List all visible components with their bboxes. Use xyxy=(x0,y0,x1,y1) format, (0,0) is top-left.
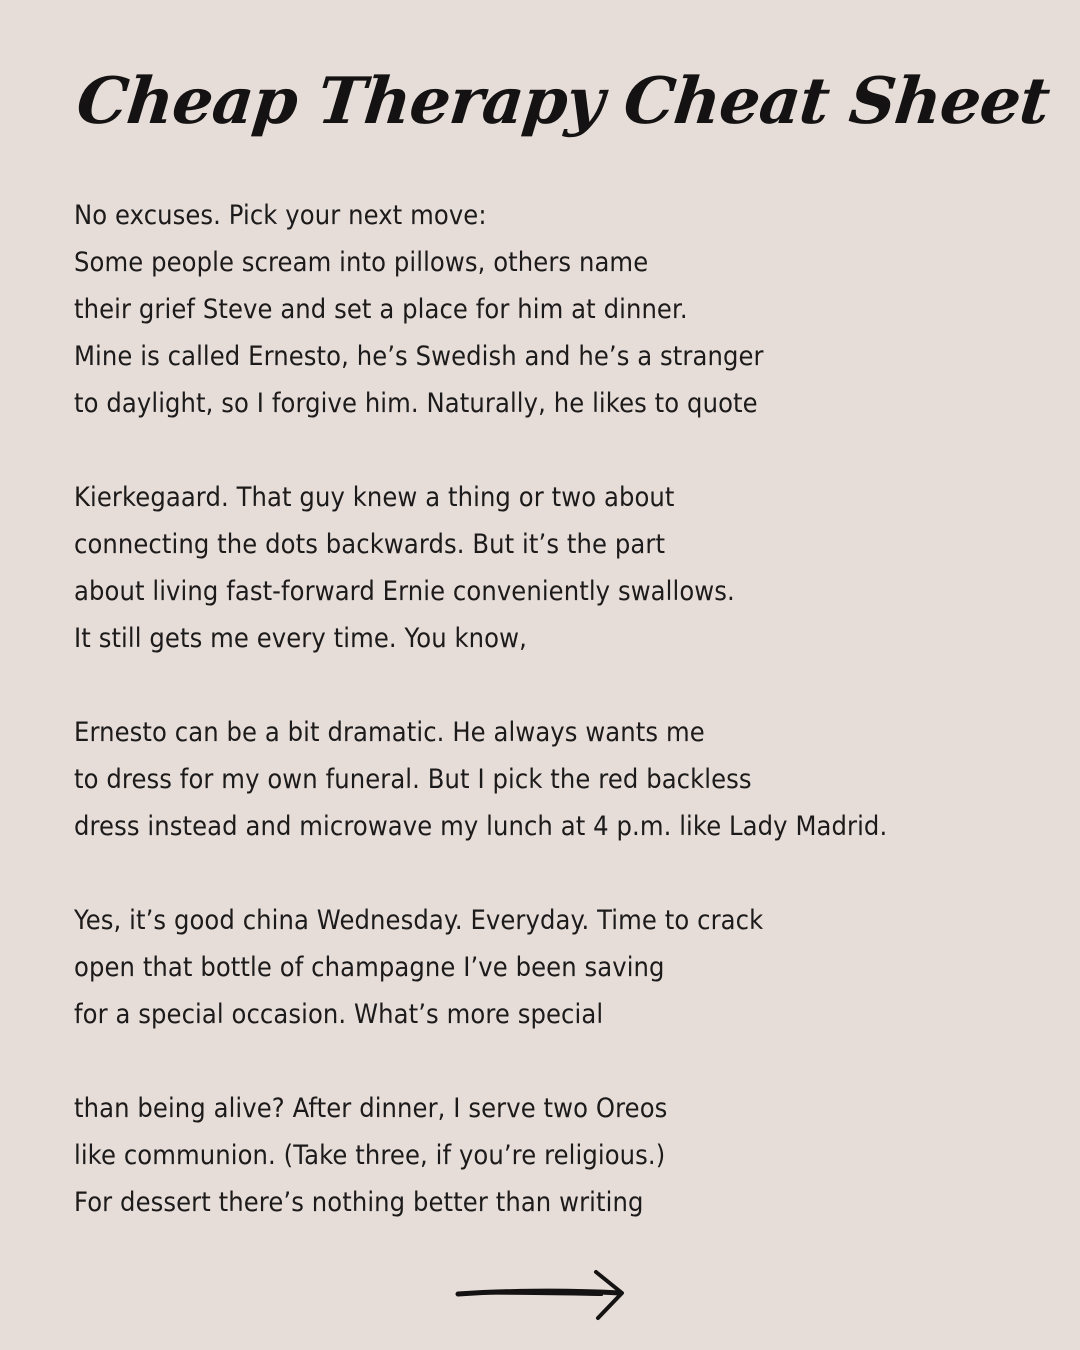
poem-line: Yes, it’s good china Wednesday. Everyday. Time to crack xyxy=(74,905,764,936)
poem-line: Ernesto can be a bit dramatic. He always wants me xyxy=(74,717,705,748)
poem-line: to dress for my own funeral. But I pick the red backless xyxy=(74,764,752,795)
right-arrow-icon[interactable] xyxy=(452,1264,632,1328)
page-title: Cheap Therapy Cheat Sheet xyxy=(73,64,1053,139)
poem-line: connecting the dots backwards. But it’s the part xyxy=(74,529,666,560)
poem-line: than being alive? After dinner, I serve two Oreos xyxy=(74,1093,668,1124)
stanza-5 xyxy=(74,1085,1034,1226)
poem-line: It still gets me every time. You know, xyxy=(74,623,527,654)
stanza-1 xyxy=(74,192,1034,427)
poem-line: to daylight, so I forgive him. Naturally, he likes to quote xyxy=(74,388,758,419)
poem-line: for a special occasion. What’s more special xyxy=(74,999,604,1030)
poem-line: For dessert there’s nothing better than writing xyxy=(74,1187,644,1218)
stanza-3 xyxy=(74,709,1034,850)
poem-line: Some people scream into pillows, others name xyxy=(74,247,649,278)
stanza-2 xyxy=(74,474,1034,662)
poem-line: dress instead and microwave my lunch at 4 p.m. like Lady Madrid. xyxy=(74,811,888,842)
poem-line: Mine is called Ernesto, he’s Swedish and he’s a stranger xyxy=(74,341,764,372)
poem-body xyxy=(74,192,1034,1273)
poem-line: open that bottle of champagne I’ve been saving xyxy=(74,952,665,983)
poem-line: Kierkegaard. That guy knew a thing or two about xyxy=(74,482,675,513)
poem-line: No excuses. Pick your next move: xyxy=(74,200,487,231)
poem-line: their grief Steve and set a place for him at dinner. xyxy=(74,294,688,325)
stanza-4 xyxy=(74,897,1034,1038)
poem-line: like communion. (Take three, if you’re religious.) xyxy=(74,1140,666,1171)
poem-line: about living fast-forward Ernie conveniently swallows. xyxy=(74,576,735,607)
